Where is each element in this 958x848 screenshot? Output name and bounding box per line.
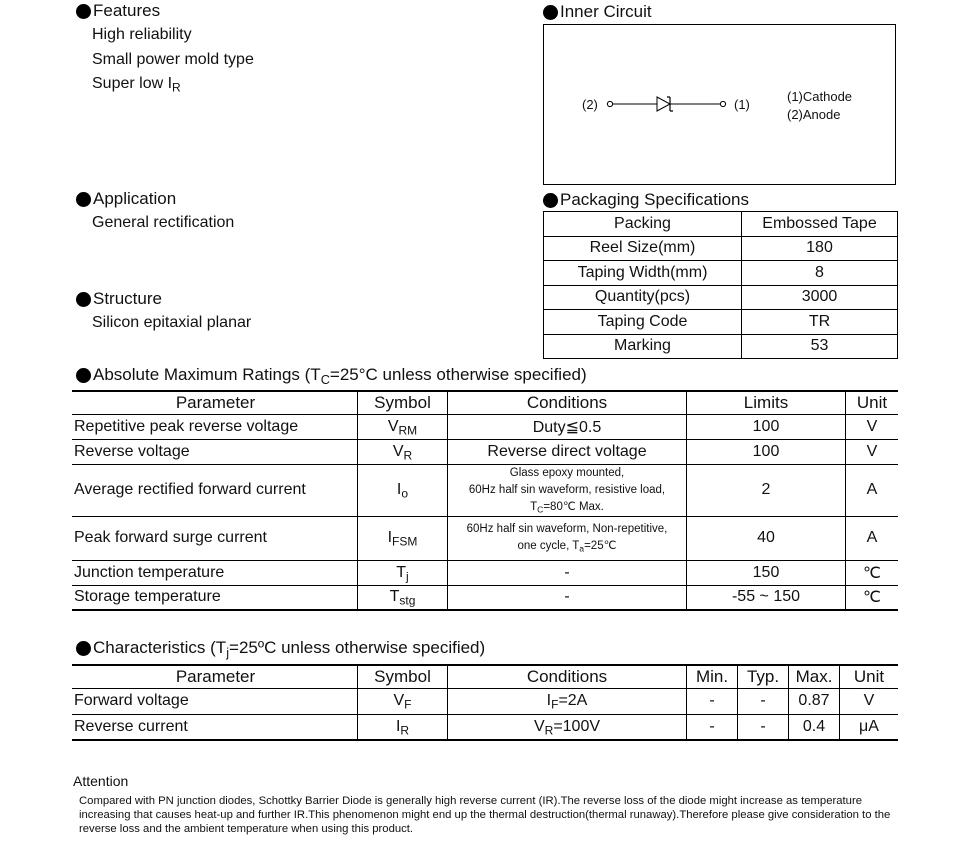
header-unit: Unit [846,391,899,414]
pin-1-label: (1) [734,97,750,112]
table-row [72,464,898,516]
packaging-title: Packaging Specifications [560,190,750,209]
unit-cell: μA [840,714,899,740]
limit-cell: -55 ~ 150 [687,585,846,610]
symbol-cell [358,414,448,439]
symbol: V [393,692,405,709]
subscript: j [406,569,409,584]
features-title: Features [93,1,161,20]
subscript: R [544,723,554,738]
feature-item: High reliability [92,26,192,43]
table-row [544,334,898,359]
header-max: Max. [789,665,840,688]
structure-heading [76,289,162,309]
abs-max-title [93,365,587,385]
limit-cell: 150 [687,560,846,585]
bullet-icon [76,641,91,656]
table-row [544,212,898,237]
unit-cell: ℃ [846,585,899,610]
symbol-cell [358,688,448,714]
condition-text: one cycle, T [517,540,580,552]
condition-text: V [533,717,545,735]
features-heading [76,1,160,21]
condition-text: =2A [558,692,588,709]
characteristics-table [72,664,898,741]
param-cell: Junction temperature [72,560,358,585]
param-cell: Repetitive peak reverse voltage [72,414,358,439]
condition-text: =25℃ [584,540,617,552]
header-typ: Typ. [738,665,789,688]
symbol-cell [358,560,448,585]
condition-cell: Duty≦0.5 [448,414,687,439]
param-cell: Reverse voltage [72,439,358,464]
subscript: C [537,504,544,515]
table-row [72,585,898,610]
table-cell: Marking [544,334,742,359]
table-row [544,261,898,286]
subscript: a [579,543,585,554]
limit-cell: 40 [687,516,846,560]
structure-text: Silicon epitaxial planar [92,314,252,331]
title-text: Characteristics (T [93,638,227,657]
symbol: I [395,717,401,735]
bullet-icon [76,368,91,383]
table-row [544,285,898,310]
header-symbol: Symbol [358,665,448,688]
header-parameter: Parameter [72,665,358,688]
inner-circuit-heading [543,2,652,22]
table-cell: 180 [742,236,898,261]
condition-cell [448,516,687,560]
header-min: Min. [687,665,738,688]
subscript: R [400,723,410,738]
pin-2-label: (2) [582,97,598,112]
bullet-icon [543,5,558,20]
param-cell: Peak forward surge current [72,516,358,560]
condition-text: =80℃ Max. [543,500,604,513]
subscript: R [403,448,413,463]
limit-cell: 100 [687,439,846,464]
symbol-cell [358,585,448,610]
unit-cell: A [846,516,899,560]
symbol: T [396,563,407,581]
feature-item: Small power mold type [92,51,254,68]
pin-legend-anode: (2)Anode [787,107,841,122]
application-text: General rectification [92,214,235,231]
table-row [72,714,898,740]
subscript: RM [398,423,418,438]
min-cell: - [687,714,738,740]
condition-line [448,538,686,555]
diode-symbol-icon [603,94,735,116]
inner-circuit-title: Inner Circuit [560,2,652,21]
table-row [72,560,898,585]
characteristics-title [93,638,485,658]
condition-line: 60Hz half sin waveform, Non-repetitive, [466,523,668,535]
unit-cell: A [846,464,899,516]
table-cell: Packing [544,212,742,237]
header-limits: Limits [687,391,846,414]
structure-title: Structure [93,289,162,308]
condition-text: T [530,500,538,513]
symbol: T [389,588,400,606]
packaging-table [543,211,898,359]
param-cell: Average rectified forward current [72,464,358,516]
table-cell: 53 [742,334,898,359]
condition-cell [448,688,687,714]
unit-cell: V [846,414,899,439]
header-conditions: Conditions [448,665,687,688]
characteristics-heading [76,638,485,658]
symbol: V [392,442,404,460]
param-cell: Storage temperature [72,585,358,610]
max-cell: 0.4 [789,714,840,740]
bullet-icon [76,4,91,19]
application-title: Application [93,189,177,208]
condition-cell: - [448,560,687,585]
packaging-heading [543,190,749,210]
subscript: C [320,371,330,387]
unit-cell: V [846,439,899,464]
table-cell: TR [742,310,898,335]
limit-cell: 2 [687,464,846,516]
condition-text: I [546,692,552,709]
unit-cell: V [840,688,899,714]
symbol: I [396,481,402,498]
table-cell: Taping Width(mm) [544,261,742,286]
condition-cell: Reverse direct voltage [448,439,687,464]
pin-legend-cathode: (1)Cathode [787,89,853,104]
header-parameter: Parameter [72,391,358,414]
table-row [72,516,898,560]
subscript: F [404,697,412,712]
feature-item [92,75,181,93]
table-cell: 3000 [742,285,898,310]
condition-cell [448,464,687,516]
condition-line: Glass epoxy mounted, [509,466,625,479]
attention-title: Attention [73,773,129,789]
table-cell: 8 [742,261,898,286]
table-cell: Quantity(pcs) [544,285,742,310]
table-row [72,688,898,714]
symbol-cell [358,439,448,464]
title-text: Absolute Maximum Ratings (T [93,365,321,384]
subscript: o [401,486,409,501]
param-cell: Forward voltage [72,688,358,714]
min-cell: - [687,688,738,714]
table-row [544,310,898,335]
condition-line [448,499,686,516]
subscript: R [172,80,181,95]
feature-text: Super low I [92,75,173,92]
subscript: FSM [392,534,418,549]
symbol: V [387,417,399,435]
symbol: I [387,529,393,546]
abs-max-table [72,390,898,611]
header-conditions: Conditions [448,391,687,414]
param-cell: Reverse current [72,714,358,740]
condition-cell: - [448,585,687,610]
table-row [72,439,898,464]
attention-body: Compared with PN junction diodes, Schottky Barrier Diode is generally high reverse current (IR).The reverse loss of the diode might increase as temperature increasing that causes heat-up and further IR.This phenomenon might end up the thermal destruction(thermal runaway).Therefore please give consideration to the reverse loss and the ambient temperature when using this product. [79,795,891,835]
condition-line: 60Hz half sin waveform, resistive load, [468,483,666,496]
condition-text: =100V [553,717,601,735]
table-header-row [72,391,898,414]
symbol-cell [358,714,448,740]
subscript: j [226,644,230,660]
table-header-row [72,665,898,688]
limit-cell: 100 [687,414,846,439]
bullet-icon [76,192,91,207]
subscript: F [551,697,559,712]
table-cell: Reel Size(mm) [544,236,742,261]
title-text: =25°C unless otherwise specified) [329,365,587,384]
title-text: =25ºC unless otherwise specified) [229,638,486,657]
abs-max-heading [76,365,587,385]
typ-cell: - [738,714,789,740]
unit-cell: ℃ [846,560,899,585]
symbol-cell [358,516,448,560]
table-cell: Embossed Tape [742,212,898,237]
typ-cell: - [738,688,789,714]
header-unit: Unit [840,665,899,688]
max-cell: 0.87 [789,688,840,714]
table-row [544,236,898,261]
table-cell: Taping Code [544,310,742,335]
condition-cell [448,714,687,740]
subscript: stg [399,593,416,608]
header-symbol: Symbol [358,391,448,414]
symbol-cell [358,464,448,516]
table-row [72,414,898,439]
bullet-icon [76,292,91,307]
bullet-icon [543,193,558,208]
application-heading [76,189,176,209]
